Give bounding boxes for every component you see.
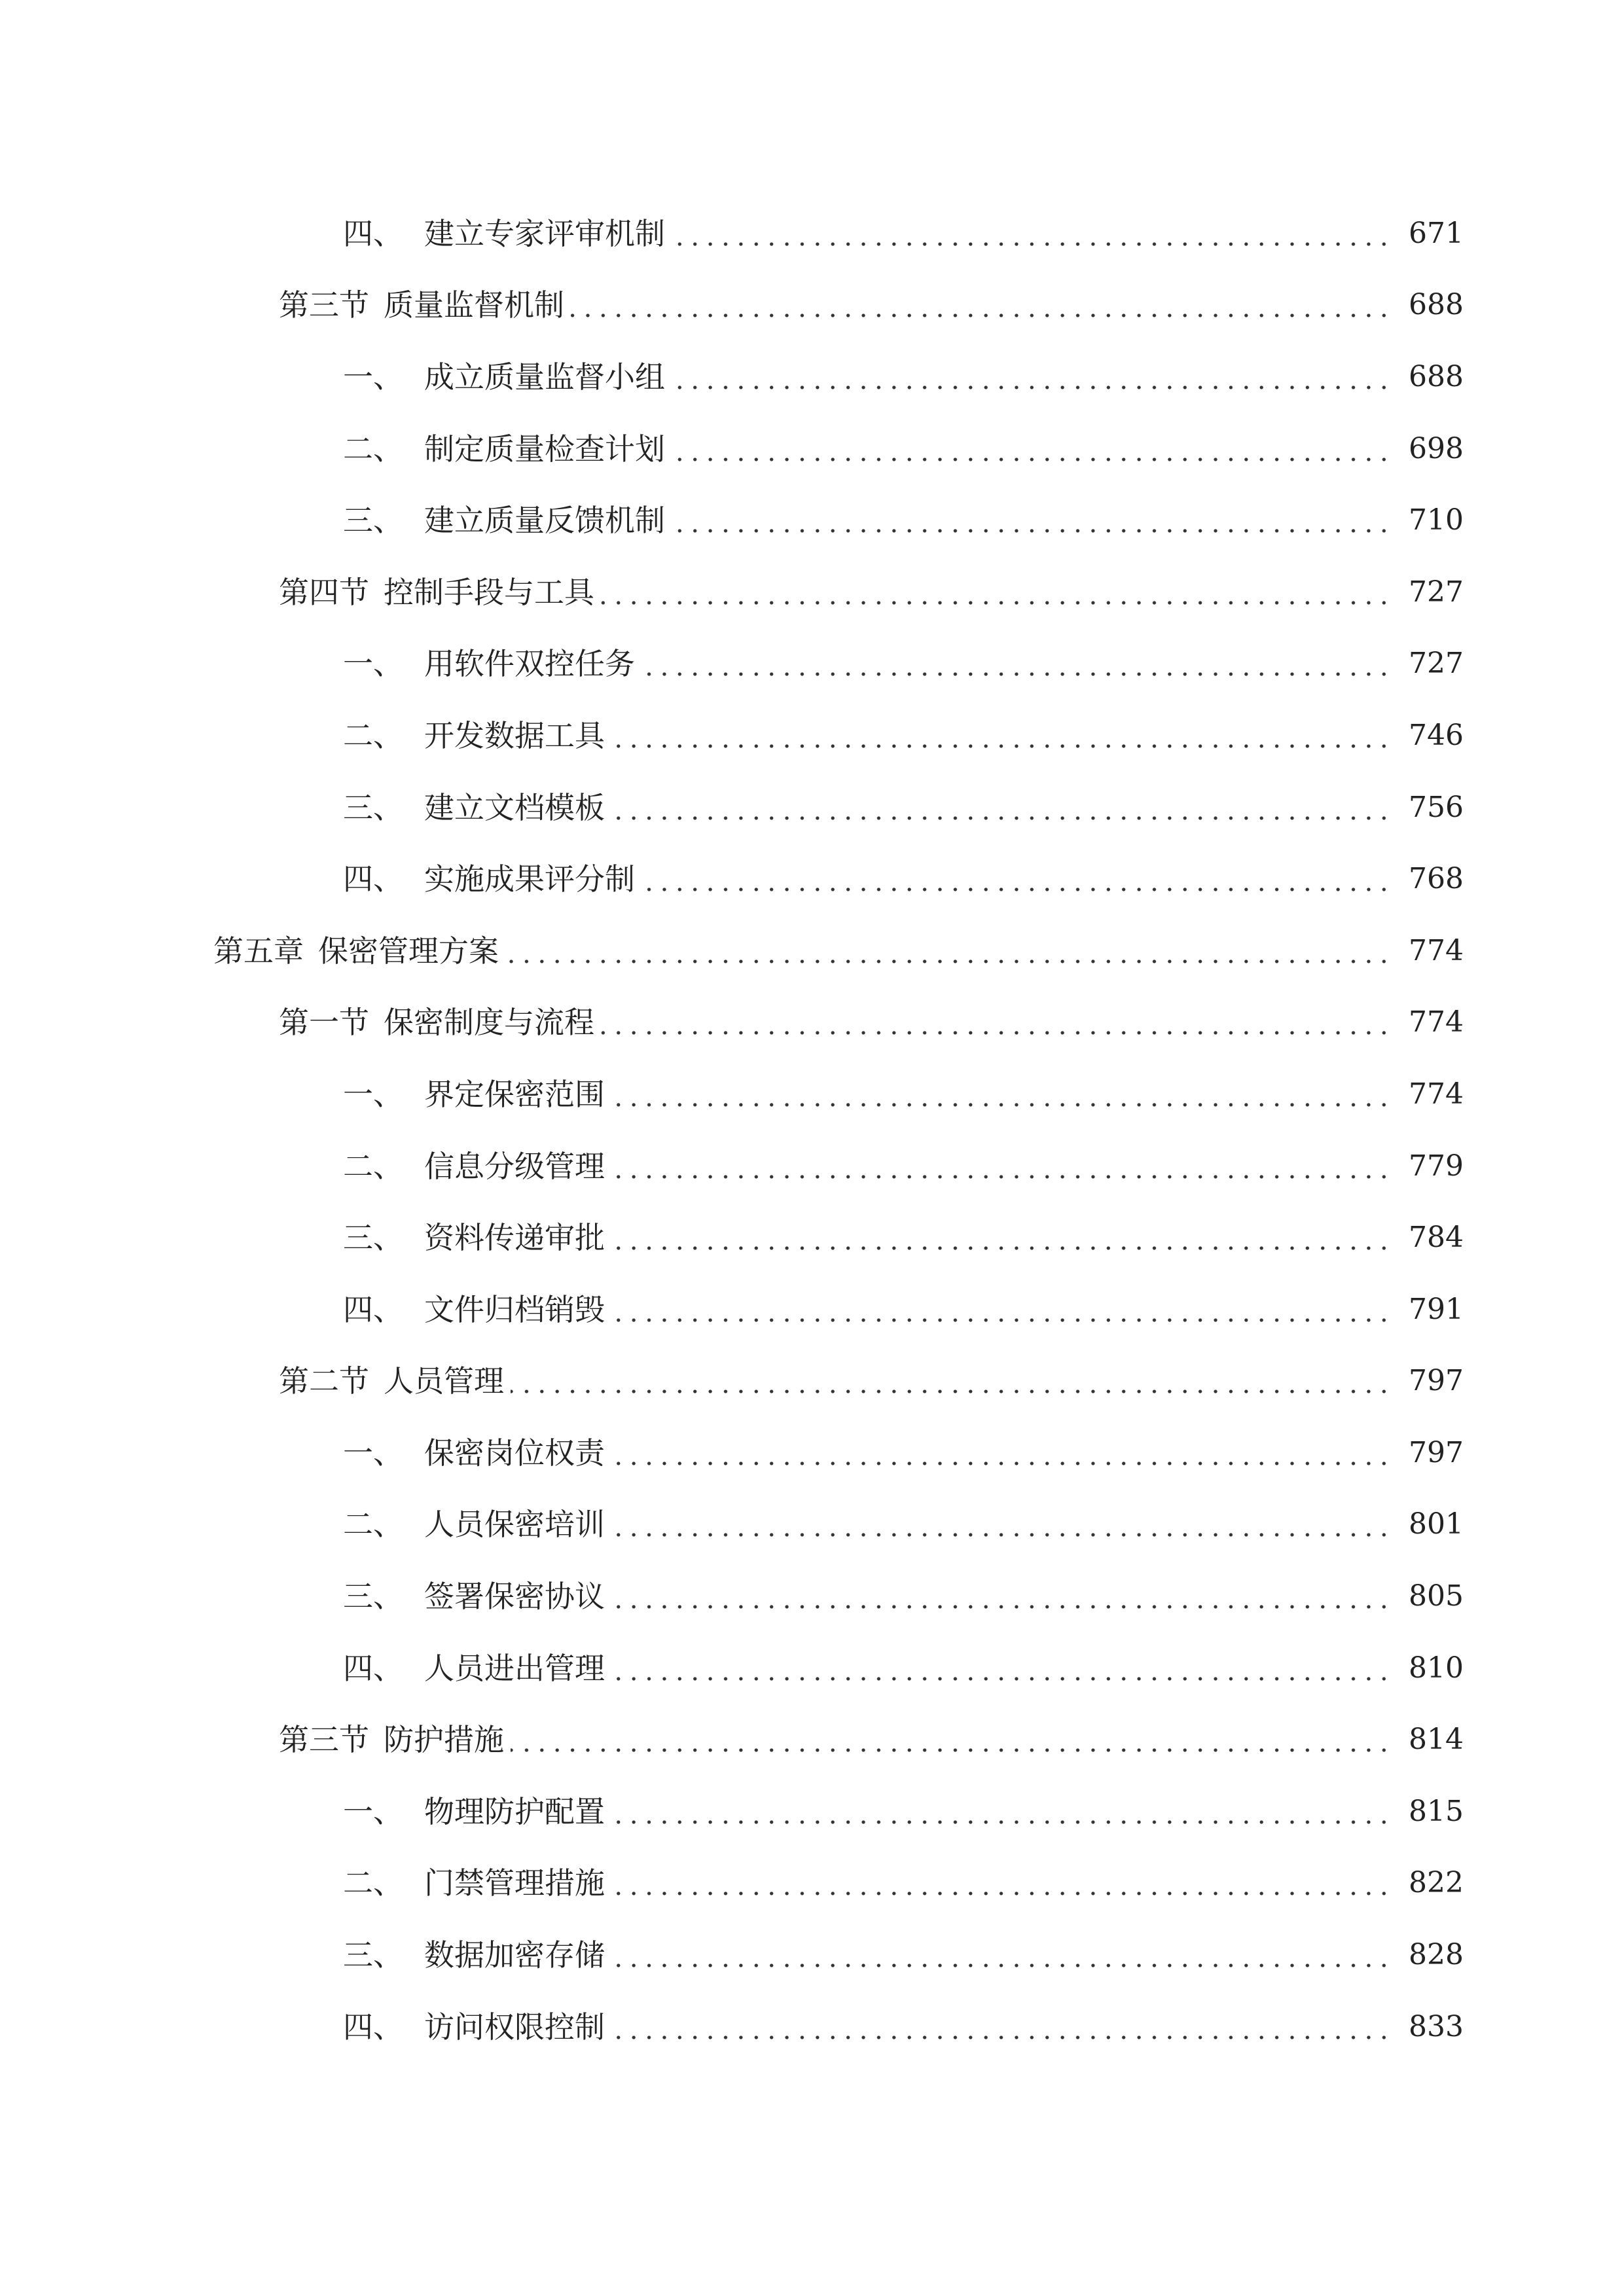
toc-entry-number: 三、 — [343, 1937, 403, 1973]
toc-entry-title: 建立文档模板 — [424, 789, 605, 825]
toc-dot-leader — [611, 1438, 1392, 1468]
toc-dot-leader — [611, 1797, 1392, 1827]
toc-entry[interactable] — [0, 1848, 1624, 1920]
toc-entry[interactable] — [0, 843, 1624, 915]
toc-entry[interactable] — [0, 1991, 1624, 2063]
toc-entry[interactable] — [0, 1776, 1624, 1848]
toc-entry-number: 第五章 — [213, 933, 304, 969]
toc-dot-leader — [611, 1151, 1392, 1181]
toc-entry-page: 746 — [1409, 718, 1464, 752]
toc-entry-title: 用软件双控任务 — [424, 646, 635, 682]
toc-entry[interactable] — [0, 1130, 1624, 1202]
toc-entry-title: 防护措施 — [384, 1722, 504, 1758]
toc-dot-leader — [511, 1725, 1392, 1755]
toc-dot-leader — [672, 434, 1392, 464]
toc-entry[interactable] — [0, 1202, 1624, 1274]
toc-entry[interactable] — [0, 1058, 1624, 1130]
toc-entry-page: 828 — [1409, 1938, 1464, 1972]
toc-dot-leader — [672, 505, 1392, 535]
toc-entry-page: 768 — [1409, 862, 1464, 896]
toc-dot-leader — [611, 1079, 1392, 1109]
toc-entry[interactable] — [0, 1417, 1624, 1489]
toc-entry[interactable] — [0, 484, 1624, 556]
table-of-contents — [0, 198, 1624, 2062]
toc-entry[interactable] — [0, 1274, 1624, 1346]
toc-entry-page: 756 — [1409, 790, 1464, 824]
toc-entry-number: 四、 — [343, 215, 403, 251]
toc-entry-title: 文件归档销毁 — [424, 1291, 605, 1327]
toc-entry-number: 三、 — [343, 503, 403, 539]
toc-entry-page: 727 — [1409, 575, 1464, 609]
toc-dot-leader — [611, 1223, 1392, 1253]
toc-entry-page: 779 — [1409, 1149, 1464, 1183]
toc-entry-page: 774 — [1409, 933, 1464, 967]
toc-entry[interactable] — [0, 1919, 1624, 1991]
toc-entry-page: 727 — [1409, 647, 1464, 681]
toc-entry-title: 访问权限控制 — [424, 2009, 605, 2045]
toc-entry[interactable] — [0, 270, 1624, 342]
toc-entry-number: 二、 — [343, 431, 403, 467]
toc-entry-page: 797 — [1409, 1364, 1464, 1398]
toc-entry-number: 二、 — [343, 1148, 403, 1184]
toc-entry-page: 671 — [1409, 216, 1464, 250]
toc-entry-number: 第二节 — [279, 1363, 369, 1399]
toc-dot-leader — [611, 1581, 1392, 1611]
toc-entry[interactable] — [0, 556, 1624, 628]
toc-dot-leader — [611, 2012, 1392, 2042]
toc-dot-leader — [571, 290, 1392, 320]
toc-dot-leader — [611, 793, 1392, 823]
toc-entry[interactable] — [0, 1704, 1624, 1776]
toc-entry-page: 805 — [1409, 1579, 1464, 1613]
toc-entry-number: 第一节 — [279, 1005, 369, 1041]
toc-dot-leader — [511, 1366, 1392, 1396]
toc-entry-number: 三、 — [343, 1579, 403, 1615]
toc-dot-leader — [672, 362, 1392, 392]
toc-entry-number: 四、 — [343, 1291, 403, 1327]
toc-entry-title: 签署保密协议 — [424, 1579, 605, 1615]
toc-entry-title: 物理防护配置 — [424, 1793, 605, 1829]
toc-entry-number: 二、 — [343, 717, 403, 753]
toc-entry-number: 三、 — [343, 789, 403, 825]
toc-entry[interactable] — [0, 628, 1624, 700]
toc-entry-title: 界定保密范围 — [424, 1076, 605, 1112]
toc-entry-title: 建立质量反馈机制 — [424, 503, 665, 539]
toc-entry-page: 822 — [1409, 1866, 1464, 1900]
toc-entry[interactable] — [0, 915, 1624, 987]
toc-entry-title: 数据加密存储 — [424, 1937, 605, 1973]
toc-entry[interactable] — [0, 1346, 1624, 1418]
toc-entry-number: 第三节 — [279, 1722, 369, 1758]
toc-entry-page: 774 — [1409, 1077, 1464, 1111]
toc-entry-number: 一、 — [343, 1793, 403, 1829]
toc-entry[interactable] — [0, 341, 1624, 413]
toc-entry-number: 一、 — [343, 359, 403, 395]
toc-entry-number: 四、 — [343, 1650, 403, 1686]
toc-entry[interactable] — [0, 1632, 1624, 1704]
toc-entry[interactable] — [0, 772, 1624, 844]
toc-entry-title: 成立质量监督小组 — [424, 359, 665, 395]
toc-entry-title: 制定质量检查计划 — [424, 431, 665, 467]
toc-entry-title: 资料传递审批 — [424, 1220, 605, 1256]
toc-dot-leader — [672, 219, 1392, 249]
toc-entry[interactable] — [0, 700, 1624, 772]
toc-entry-title: 控制手段与工具 — [384, 574, 594, 610]
toc-entry-number: 一、 — [343, 1435, 403, 1471]
toc-entry-number: 二、 — [343, 1507, 403, 1543]
toc-entry-page: 791 — [1409, 1292, 1464, 1326]
toc-entry-page: 810 — [1409, 1651, 1464, 1685]
toc-dot-leader — [611, 1509, 1392, 1539]
toc-entry-number: 二、 — [343, 1865, 403, 1901]
toc-entry-title: 人员保密培训 — [424, 1507, 605, 1543]
toc-entry-page: 815 — [1409, 1794, 1464, 1828]
toc-entry-page: 698 — [1409, 431, 1464, 465]
toc-entry-page: 801 — [1409, 1507, 1464, 1541]
toc-dot-leader — [641, 649, 1392, 679]
toc-dot-leader — [611, 1868, 1392, 1898]
toc-entry[interactable] — [0, 1489, 1624, 1561]
toc-entry-title: 保密岗位权责 — [424, 1435, 605, 1471]
toc-entry-title: 保密管理方案 — [318, 933, 499, 969]
toc-entry-page: 833 — [1409, 2009, 1464, 2043]
toc-dot-leader — [611, 1940, 1392, 1970]
toc-entry-page: 688 — [1409, 359, 1464, 393]
toc-entry-number: 四、 — [343, 861, 403, 897]
toc-entry-title: 人员管理 — [384, 1363, 504, 1399]
toc-entry-title: 开发数据工具 — [424, 717, 605, 753]
toc-entry-title: 建立专家评审机制 — [424, 215, 665, 251]
toc-entry-page: 774 — [1409, 1005, 1464, 1039]
toc-dot-leader — [641, 864, 1392, 894]
toc-entry-number: 一、 — [343, 646, 403, 682]
toc-entry-page: 710 — [1409, 503, 1464, 537]
toc-entry-title: 实施成果评分制 — [424, 861, 635, 897]
toc-entry[interactable] — [0, 1560, 1624, 1632]
toc-entry-number: 第三节 — [279, 287, 369, 323]
toc-dot-leader — [505, 936, 1392, 966]
toc-entry[interactable] — [0, 198, 1624, 270]
toc-entry-title: 人员进出管理 — [424, 1650, 605, 1686]
toc-dot-leader — [611, 1653, 1392, 1683]
toc-entry-title: 信息分级管理 — [424, 1148, 605, 1184]
toc-dot-leader — [611, 721, 1392, 751]
toc-entry-page: 688 — [1409, 288, 1464, 322]
toc-entry-title: 保密制度与流程 — [384, 1005, 594, 1041]
toc-entry-title: 质量监督机制 — [384, 287, 564, 323]
toc-dot-leader — [601, 1007, 1392, 1037]
toc-dot-leader — [611, 1295, 1392, 1325]
toc-entry-number: 第四节 — [279, 574, 369, 610]
toc-entry-number: 一、 — [343, 1076, 403, 1112]
toc-entry[interactable] — [0, 987, 1624, 1059]
toc-entry-page: 797 — [1409, 1435, 1464, 1469]
toc-entry[interactable] — [0, 413, 1624, 485]
toc-entry-number: 三、 — [343, 1220, 403, 1256]
toc-entry-page: 814 — [1409, 1723, 1464, 1757]
toc-entry-title: 门禁管理措施 — [424, 1865, 605, 1901]
toc-entry-number: 四、 — [343, 2009, 403, 2045]
toc-dot-leader — [601, 577, 1392, 607]
toc-entry-page: 784 — [1409, 1221, 1464, 1255]
